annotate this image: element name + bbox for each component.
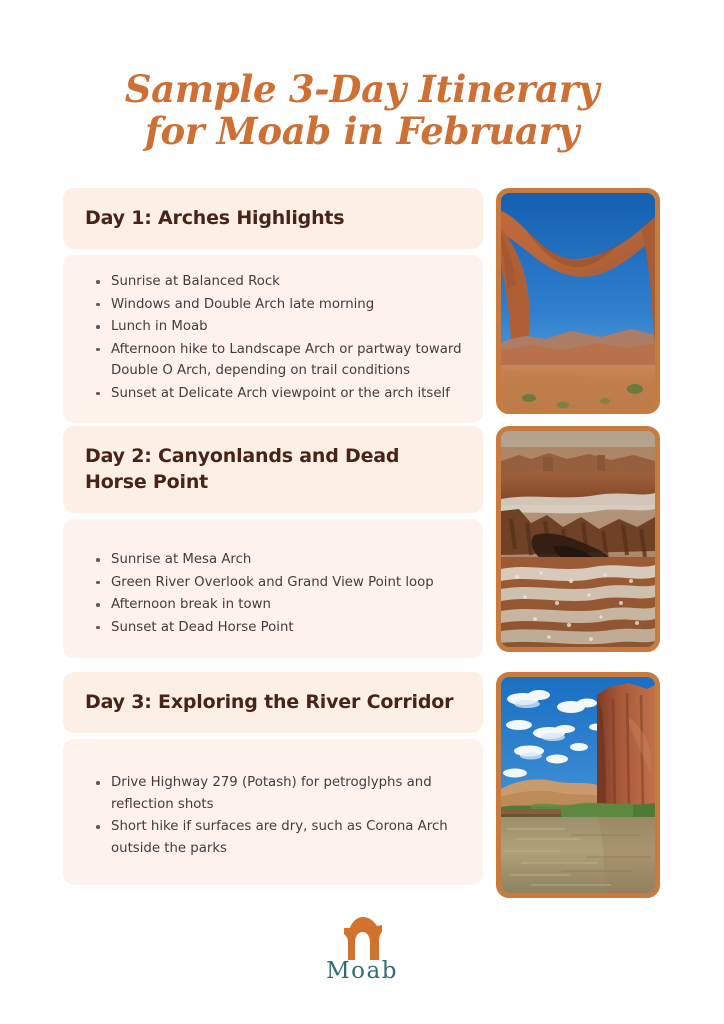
day-1-bullet-list	[83, 271, 463, 404]
day-2-photo	[496, 426, 660, 652]
page-title-line-2: for Moab in February	[144, 109, 580, 153]
river-corridor-image	[501, 677, 655, 893]
canyon-overlook-image	[501, 431, 655, 647]
list-item: Sunset at Delicate Arch viewpoint or the arch itself	[109, 383, 463, 405]
list-item: Afternoon hike to Landscape Arch or partway toward Double O Arch, depending on trail conditions	[109, 339, 463, 382]
arch-logo-glyph	[336, 912, 388, 960]
list-item: Sunrise at Mesa Arch	[109, 549, 463, 571]
day-1-photo	[496, 188, 660, 414]
list-item: Afternoon break in town	[109, 594, 463, 616]
list-item: Sunrise at Balanced Rock	[109, 271, 463, 293]
desert-arch-image	[501, 193, 655, 409]
page-title-line-1: Sample 3-Day Itinerary	[124, 67, 600, 111]
list-item: Lunch in Moab	[109, 316, 463, 338]
day-3-photo	[496, 672, 660, 898]
list-item: Sunset at Dead Horse Point	[109, 617, 463, 639]
page-title	[0, 68, 724, 152]
day-2-bullet-list	[83, 549, 463, 638]
day-1-body-card	[63, 255, 483, 423]
day-section-2	[63, 426, 483, 658]
list-item: Green River Overlook and Grand View Point loop	[109, 572, 463, 594]
list-item: Short hike if surfaces are dry, such as Corona Arch outside the parks	[109, 816, 463, 859]
day-3-heading: Day 3: Exploring the River Corridor	[85, 691, 454, 713]
list-item: Windows and Double Arch late morning	[109, 294, 463, 316]
day-section-1	[63, 188, 483, 423]
day-1-heading: Day 1: Arches Highlights	[85, 207, 345, 229]
day-2-body-card	[63, 519, 483, 658]
day-2-header-card	[63, 426, 483, 513]
logo-wordmark: Moab	[326, 958, 398, 984]
day-2-heading: Day 2: Canyonlands and Dead Horse Point	[85, 445, 400, 493]
day-3-header-card	[63, 672, 483, 733]
day-section-3	[63, 672, 483, 885]
day-1-header-card	[63, 188, 483, 249]
list-item: Drive Highway 279 (Potash) for petroglyphs and reflection shots	[109, 772, 463, 815]
day-3-body-card	[63, 739, 483, 885]
day-3-bullet-list	[83, 772, 463, 859]
footer-logo	[0, 912, 724, 984]
arch-logo-icon	[336, 912, 388, 960]
